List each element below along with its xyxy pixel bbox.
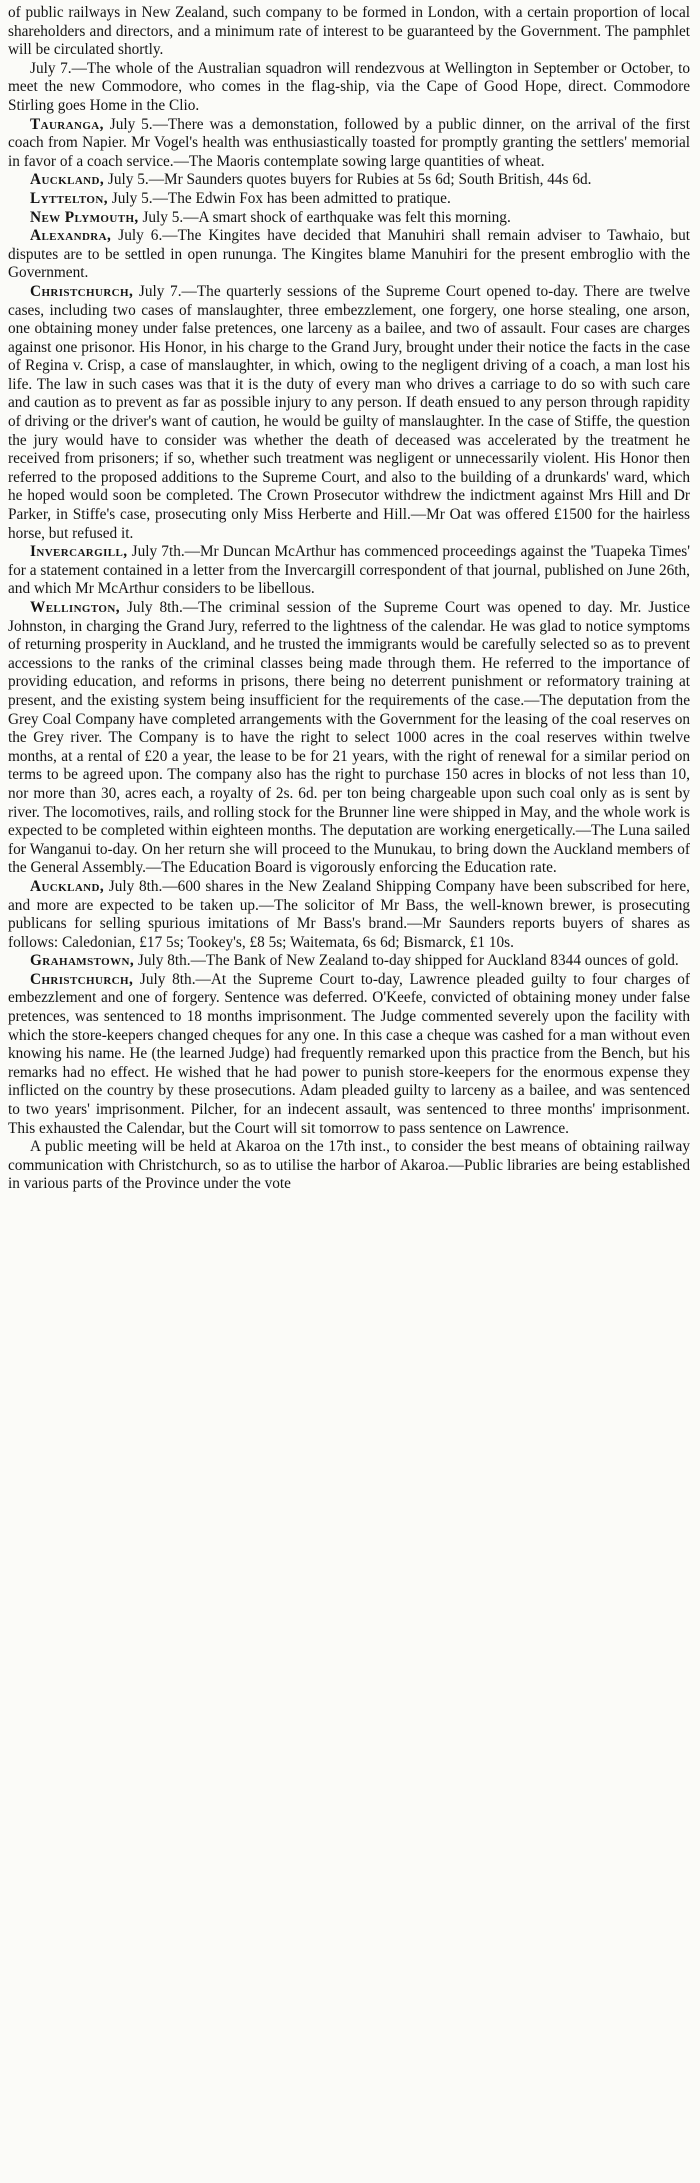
article-paragraph-9	[8, 543, 690, 599]
paragraph-13-text: July 8th.—At the Supreme Court to-day, Lawrence pleaded guilty to four charges of embezzlement and one of forgery. Sentence was deferred. O'Keefe, convicted of obtaining money under false pretences, was sentenced to 18 months imprisonment. The Judge commented severely upon the facility with which the store-keepers changed cheques for any one. In this case a cheque was cashed for a man without even knowing his name. He (the learned Judge) had frequently remarked upon this practice from the Bench, but his remarks had no effect. He wished that he had power to punish store-keepers for the enormous expense they inflicted on the country by these prosecutions. Adam pleaded guilty to larceny as a bailee, and was sentenced to two years' imprisonment. Pilcher, for an indecent assault, was sentenced to three months' imprisonment. This exhausted the Calendar, but the Court will sit tomorrow to pass sentence on Lawrence.	[8, 970, 690, 1137]
paragraph-12-dateline: Grahamstown,	[30, 952, 135, 970]
article-paragraph-1	[8, 4, 690, 60]
paragraph-3-dateline: Tauranga,	[30, 115, 104, 133]
paragraph-4-dateline: Auckland,	[30, 171, 105, 189]
paragraph-10-text: July 8th.—The criminal session of the Supreme Court was opened to day. Mr. Justice Johnston, in charging the Grand Jury, referred to the lightness of the calendar. He was glad to notice symptoms of returning prosperity in Auckland, and he trusted the immigrants would be carefully selected so as to prevent accessions to the ranks of the criminal classes being made through them. He referred to the importance of providing education, and reforms in prisons, there being no deterrent punishment or reformatory training at present, and the existing system being insufficient for the requirements of the case.—The deputation from the Grey Coal Company have completed arrangements with the Government for the leasing of the coal reserves on the Grey river. The Company is to have the right to select 1000 acres in the coal reserves within twelve months, at a rental of £20 a year, the lease to be for 21 years, with the right of renewal for a similar period on terms to be agreed upon. The company also has the right to purchase 150 acres in blocks of not less than 10, nor more than 30, acres each, a royalty of 2s. 6d. per ton being chargeable upon such coal only as is sent by river. The locomotives, rails, and rolling stock for the Brunner line were shipped in May, and the whole work is expected to be completed within eighteen months. The deputation are working energetically.—The Luna sailed for Wanganui to-day. On her return she will proceed to the Munukau, to bring down the Auckland members of the General Assembly.—The Education Board is vigorously enforcing the Education rate.	[8, 599, 690, 877]
paragraph-3-text: July 5.—There was a demonstation, followed by a public dinner, on the arrival of the first coach from Napier. Mr Vogel's health was enthusiastically toasted for promptly granting the settlers' memorial in favor of a coach service.—The Maoris contemplate sowing large quantities of wheat.	[8, 115, 690, 170]
paragraph-8-text: July 7.—The quarterly sessions of the Supreme Court opened to-day. There are twelve cases, including two cases of manslaughter, three embezzlement, one forgery, one horse stealing, one arson, one obtaining money under false pretences, one larceny as a bailee, and two of assault. Four cases are charges against one prisonor. His Honor, in his charge to the Grand Jury, brought under their notice the facts in the case of Regina v. Crisp, a case of manslaughter, in which, owing to the negligent driving of a coach, a man lost his life. The law in such cases was that it is the duty of every man who drives a carriage to do so with such care and caution as to prevent as far as possible injury to any person. If death ensued to any person through rapidity of driving or the driver's want of caution, he would be guilty of manslaughter. In the case of Stiffe, the question the jury would have to consider was whether the death of deceased was accelerated by the treatment he received from prisoners; if so, whether such treatment was negligent or unnecessarily violent. His Honor then referred to the proposed additions to the Supreme Court, and also to the building of a drunkards' ward, which he hoped would soon be completed. The Crown Prosecutor withdrew the indictment against Mrs Hill and Dr Parker, in Stiffe's case, prosecuting only Miss Herberte and Hill.—Mr Oat was offered £1500 for the hairless horse, but refused it.	[8, 282, 690, 542]
paragraph-9-text: July 7th.—Mr Duncan McArthur has commenced proceedings against the 'Tuapeka Times' for a statement contained in a letter from the Invercargill correspondent of that journal, published on June 26th, and which Mr McArthur considers to be libellous.	[8, 543, 690, 598]
paragraph-11-dateline: Auckland,	[30, 877, 105, 895]
article-paragraph-12	[8, 952, 690, 971]
article-paragraph-11	[8, 878, 690, 952]
paragraph-13-dateline: Christchurch,	[30, 970, 134, 988]
paragraph-10-dateline: Wellington,	[30, 599, 120, 616]
article-paragraph-4	[8, 171, 690, 190]
article-paragraph-7	[8, 227, 690, 283]
paragraph-11-text: July 8th.—600 shares in the New Zealand Shipping Company have been subscribed for here, and more are expected to be taken up.—The solicitor of Mr Bass, the well-known brewer, is prosecuting publicans for selling spurious imitations of Mr Bass's brand.—Mr Saunders reports buyers of shares as follows: Caledonian, £17 5s; Tookey's, £8 5s; Waitemata, 6s 6d; Bismarck, £1 10s.	[8, 877, 690, 951]
article-paragraph-6	[8, 209, 690, 228]
paragraph-5-text: July 5.—The Edwin Fox has been admitted to pratique.	[107, 189, 451, 207]
article-paragraph-8	[8, 283, 690, 543]
article-paragraph-3	[8, 116, 690, 172]
paragraph-7-dateline: Alexandra,	[30, 227, 112, 245]
paragraph-8-dateline: Christchurch,	[30, 282, 134, 300]
paragraph-14-text: A public meeting will be held at Akaroa on the 17th inst., to consider the best means of obtaining railway communication with Christchurch, so as to utilise the harbor of Akaroa.—Public libraries are being established in various parts of the Province under the vote	[8, 1138, 690, 1193]
article-paragraph-5	[8, 190, 690, 209]
paragraph-12-text: July 8th.—The Bank of New Zealand to-day shipped for Auckland 8344 ounces of gold.	[134, 952, 679, 970]
paragraph-5-dateline: Lyttelton,	[30, 189, 108, 207]
paragraph-6-text: July 5.—A smart shock of earthquake was felt this morning.	[138, 208, 511, 226]
article-paragraph-2	[8, 60, 690, 116]
paragraph-7-text: July 6.—The Kingites have decided that Manuhiri shall remain adviser to Tawhaio, but disputes are to be settled in open rununga. The Kingites blame Manuhiri for the present embroglio with the Government.	[8, 227, 690, 282]
article-paragraph-13	[8, 971, 690, 1138]
article-paragraph-14	[8, 1138, 690, 1194]
paragraph-6-dateline: New Plymouth,	[30, 208, 139, 226]
paragraph-2-text: July 7.—The whole of the Australian squadron will rendezvous at Wellington in September or October, to meet the new Commodore, who comes in the flag-ship, via the Cape of Good Hope, direct. Commodore Stirling goes Home in the Clio.	[8, 59, 690, 114]
article-paragraph-10	[8, 599, 690, 878]
paragraph-4-text: July 5.—Mr Saunders quotes buyers for Rubies at 5s 6d; South British, 44s 6d.	[104, 171, 592, 189]
paragraph-1-text: of public railways in New Zealand, such company to be formed in London, with a certain proportion of local shareholders and directors, and a minimum rate of interest to be guaranteed by the Government. The pamphlet will be circulated shortly.	[8, 4, 690, 59]
paragraph-9-dateline: Invercargill,	[30, 543, 128, 561]
